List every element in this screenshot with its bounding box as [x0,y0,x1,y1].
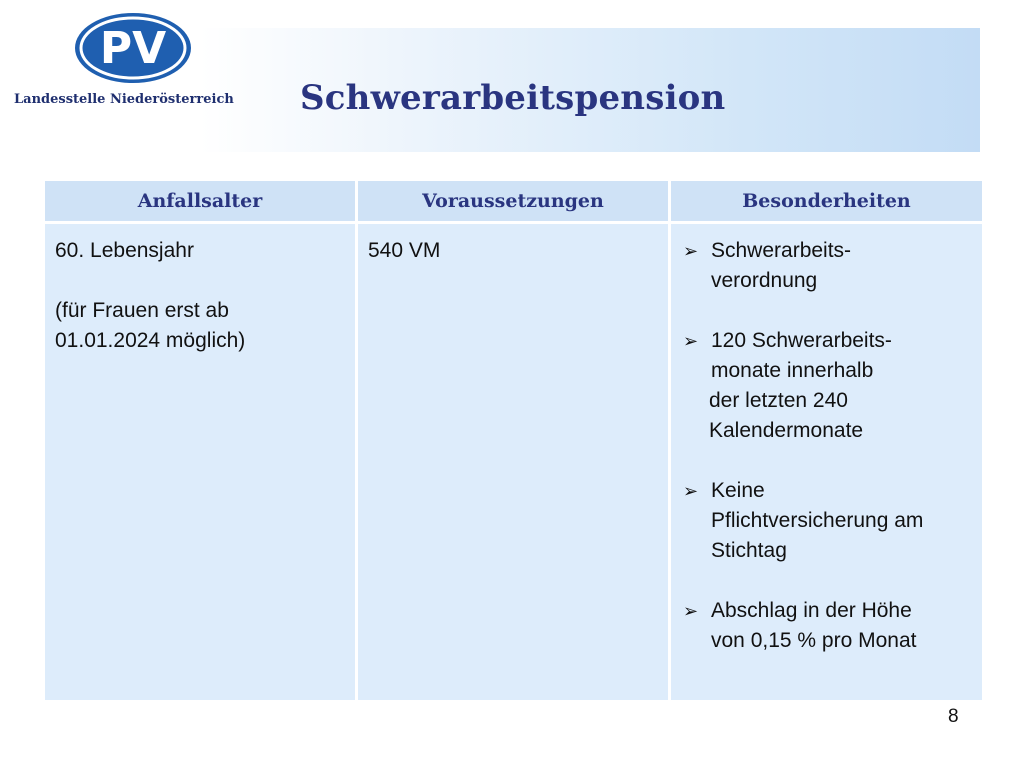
list-item [681,476,972,566]
cell-besonderheiten [670,223,984,702]
besonderheiten-list [681,236,972,656]
list-item-line: Abschlag in der Höhe [711,599,912,622]
list-item-line: Pflichtversicherung am [711,509,924,532]
list-item-line: Kalendermonate [709,419,864,442]
table-header-row [44,180,984,223]
column-header-voraussetzungen: Voraussetzungen [357,180,670,223]
pv-logo [72,10,194,86]
list-item [681,326,972,446]
list-item-line: von 0,15 % pro Monat [711,629,917,652]
column-header-besonderheiten: Besonderheiten [670,180,984,223]
list-item-line: Stichtag [711,539,787,562]
anfallsalter-note-line: (für Frauen erst ab [55,299,229,322]
voraussetzungen-value: 540 VM [368,239,441,262]
list-item-line: der letzten 240 [709,389,848,412]
table-row [44,223,984,702]
arrow-bullet-icon: ➢ [683,331,699,351]
pension-table [42,178,985,703]
column-header-anfallsalter: Anfallsalter [44,180,357,223]
list-item-line: Keine [711,479,765,502]
page-title: Schwerarbeitspension [300,78,726,118]
anfallsalter-line: 60. Lebensjahr [55,239,194,262]
page-number: 8 [948,706,959,727]
list-item-line: 120 Schwerarbeits- [711,329,892,352]
org-name: Landesstelle Niederösterreich [14,92,234,107]
anfallsalter-note-line: 01.01.2024 möglich) [55,329,246,352]
list-item [681,236,972,296]
arrow-bullet-icon: ➢ [683,481,699,501]
list-item-line: verordnung [711,269,818,292]
cell-anfallsalter [44,223,357,702]
cell-voraussetzungen [357,223,670,702]
arrow-bullet-icon: ➢ [683,241,699,261]
list-item-line: Schwerarbeits- [711,239,852,262]
arrow-bullet-icon: ➢ [683,601,699,621]
logo-text: PV [99,23,167,74]
list-item [681,596,972,656]
list-item-line: monate innerhalb [711,359,874,382]
